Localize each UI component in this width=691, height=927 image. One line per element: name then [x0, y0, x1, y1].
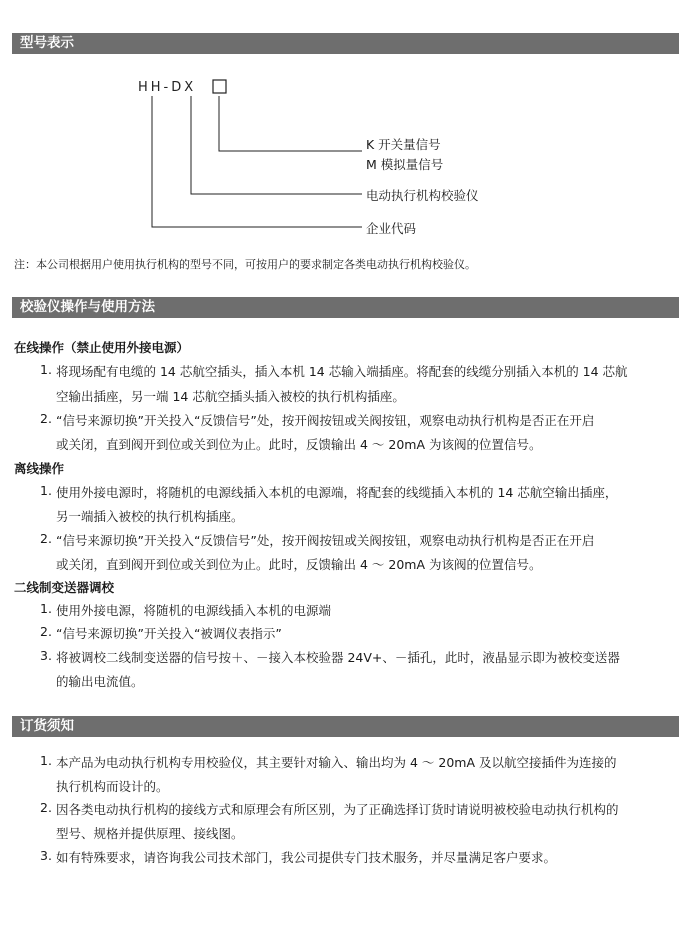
label-company-code: 企业代码: [366, 221, 417, 236]
list-item-text: 的输出电流值。: [56, 674, 144, 689]
list-item-text: “信号来源切换”开关投入“被调仪表指示”: [56, 626, 282, 641]
connector-device: [191, 96, 362, 194]
subheading-online: 在线操作（禁止使用外接电源）: [14, 340, 190, 355]
section-title: 订货须知: [20, 718, 74, 734]
section-title: 校验仪操作与使用方法: [20, 299, 155, 315]
list-number: 3.: [40, 648, 52, 663]
connector-company: [152, 96, 362, 227]
section-title: 型号表示: [20, 35, 74, 51]
list-item-text: 使用外接电源时，将随机的电源线插入本机的电源端，将配套的线缆插入本机的 14 芯航空输出插座，: [56, 485, 618, 500]
model-code-text: HH-DX: [138, 80, 197, 95]
list-number: 1.: [40, 483, 52, 498]
list-number: 2.: [40, 624, 52, 639]
list-number: 1.: [40, 601, 52, 616]
list-item-text: “信号来源切换”开关投入“反馈信号”处，按开阀按钮或关阀按钮，观察电动执行机构是否正在开启: [56, 533, 595, 548]
subheading-offline: 离线操作: [14, 461, 65, 476]
list-item-text: 本产品为电动执行机构专用校验仪，其主要针对输入、输出均为 4 ～ 20mA 及以航空接插件为连接的: [56, 755, 617, 770]
list-number: 2.: [40, 411, 52, 426]
list-number: 3.: [40, 848, 52, 863]
subheading-two-wire: 二线制变送器调校: [14, 580, 115, 595]
list-number: 2.: [40, 531, 52, 546]
list-number: 1.: [40, 362, 52, 377]
section-header-model: [12, 33, 679, 54]
list-item-text: “信号来源切换”开关投入“反馈信号”处，按开阀按钮或关阀按钮，观察电动执行机构是否正在开启: [56, 413, 595, 428]
list-item-text: 因各类电动执行机构的接线方式和原理会有所区别，为了正确选择订货时请说明被校验电动执行机构的: [56, 802, 619, 817]
model-code-diagram: [0, 60, 691, 245]
list-item-text: 如有特殊要求，请咨询我公司技术部门，我公司提供专门技术服务，并尽量满足客户要求。: [56, 850, 557, 865]
section-header-order: [12, 716, 679, 737]
option-box: [213, 80, 226, 93]
list-item-text: 或关闭，直到阀开到位或关到位为止。此时，反馈输出 4 ～ 20mA 为该阀的位置信号。: [56, 437, 542, 452]
list-item-text: 将被调校二线制变送器的信号按＋、－接入本校验器 24V+、－插孔，此时，液晶显示即为被校变送器: [56, 650, 620, 665]
list-number: 2.: [40, 800, 52, 815]
list-item-text: 型号、规格并提供原理、接线图。: [56, 826, 244, 841]
list-item-text: 空输出插座，另一端 14 芯航空插头插入被校的执行机构插座。: [56, 389, 405, 404]
list-number: 1.: [40, 753, 52, 768]
list-item-text: 另一端插入被校的执行机构插座。: [56, 509, 244, 524]
list-item-text: 使用外接电源，将随机的电源线插入本机的电源端: [56, 603, 332, 618]
list-item-text: 执行机构而设计的。: [56, 779, 169, 794]
list-item-text: 或关闭，直到阀开到位或关到位为止。此时，反馈输出 4 ～ 20mA 为该阀的位置信号。: [56, 557, 542, 572]
label-m-analog-signal: M 模拟量信号: [366, 157, 444, 172]
list-item-text: 将现场配有电缆的 14 芯航空插头，插入本机 14 芯输入端插座。将配套的线缆分别插入本机的 14 芯航: [56, 364, 628, 379]
label-k-switch-signal: K 开关量信号: [366, 137, 441, 152]
connector-type: [219, 96, 362, 151]
note-text: 注：本公司根据用户使用执行机构的型号不同，可按用户的要求制定各类电动执行机构校验仪。: [14, 258, 476, 271]
label-device: 电动执行机构校验仪: [366, 188, 479, 203]
section-header-operation: [12, 297, 679, 318]
